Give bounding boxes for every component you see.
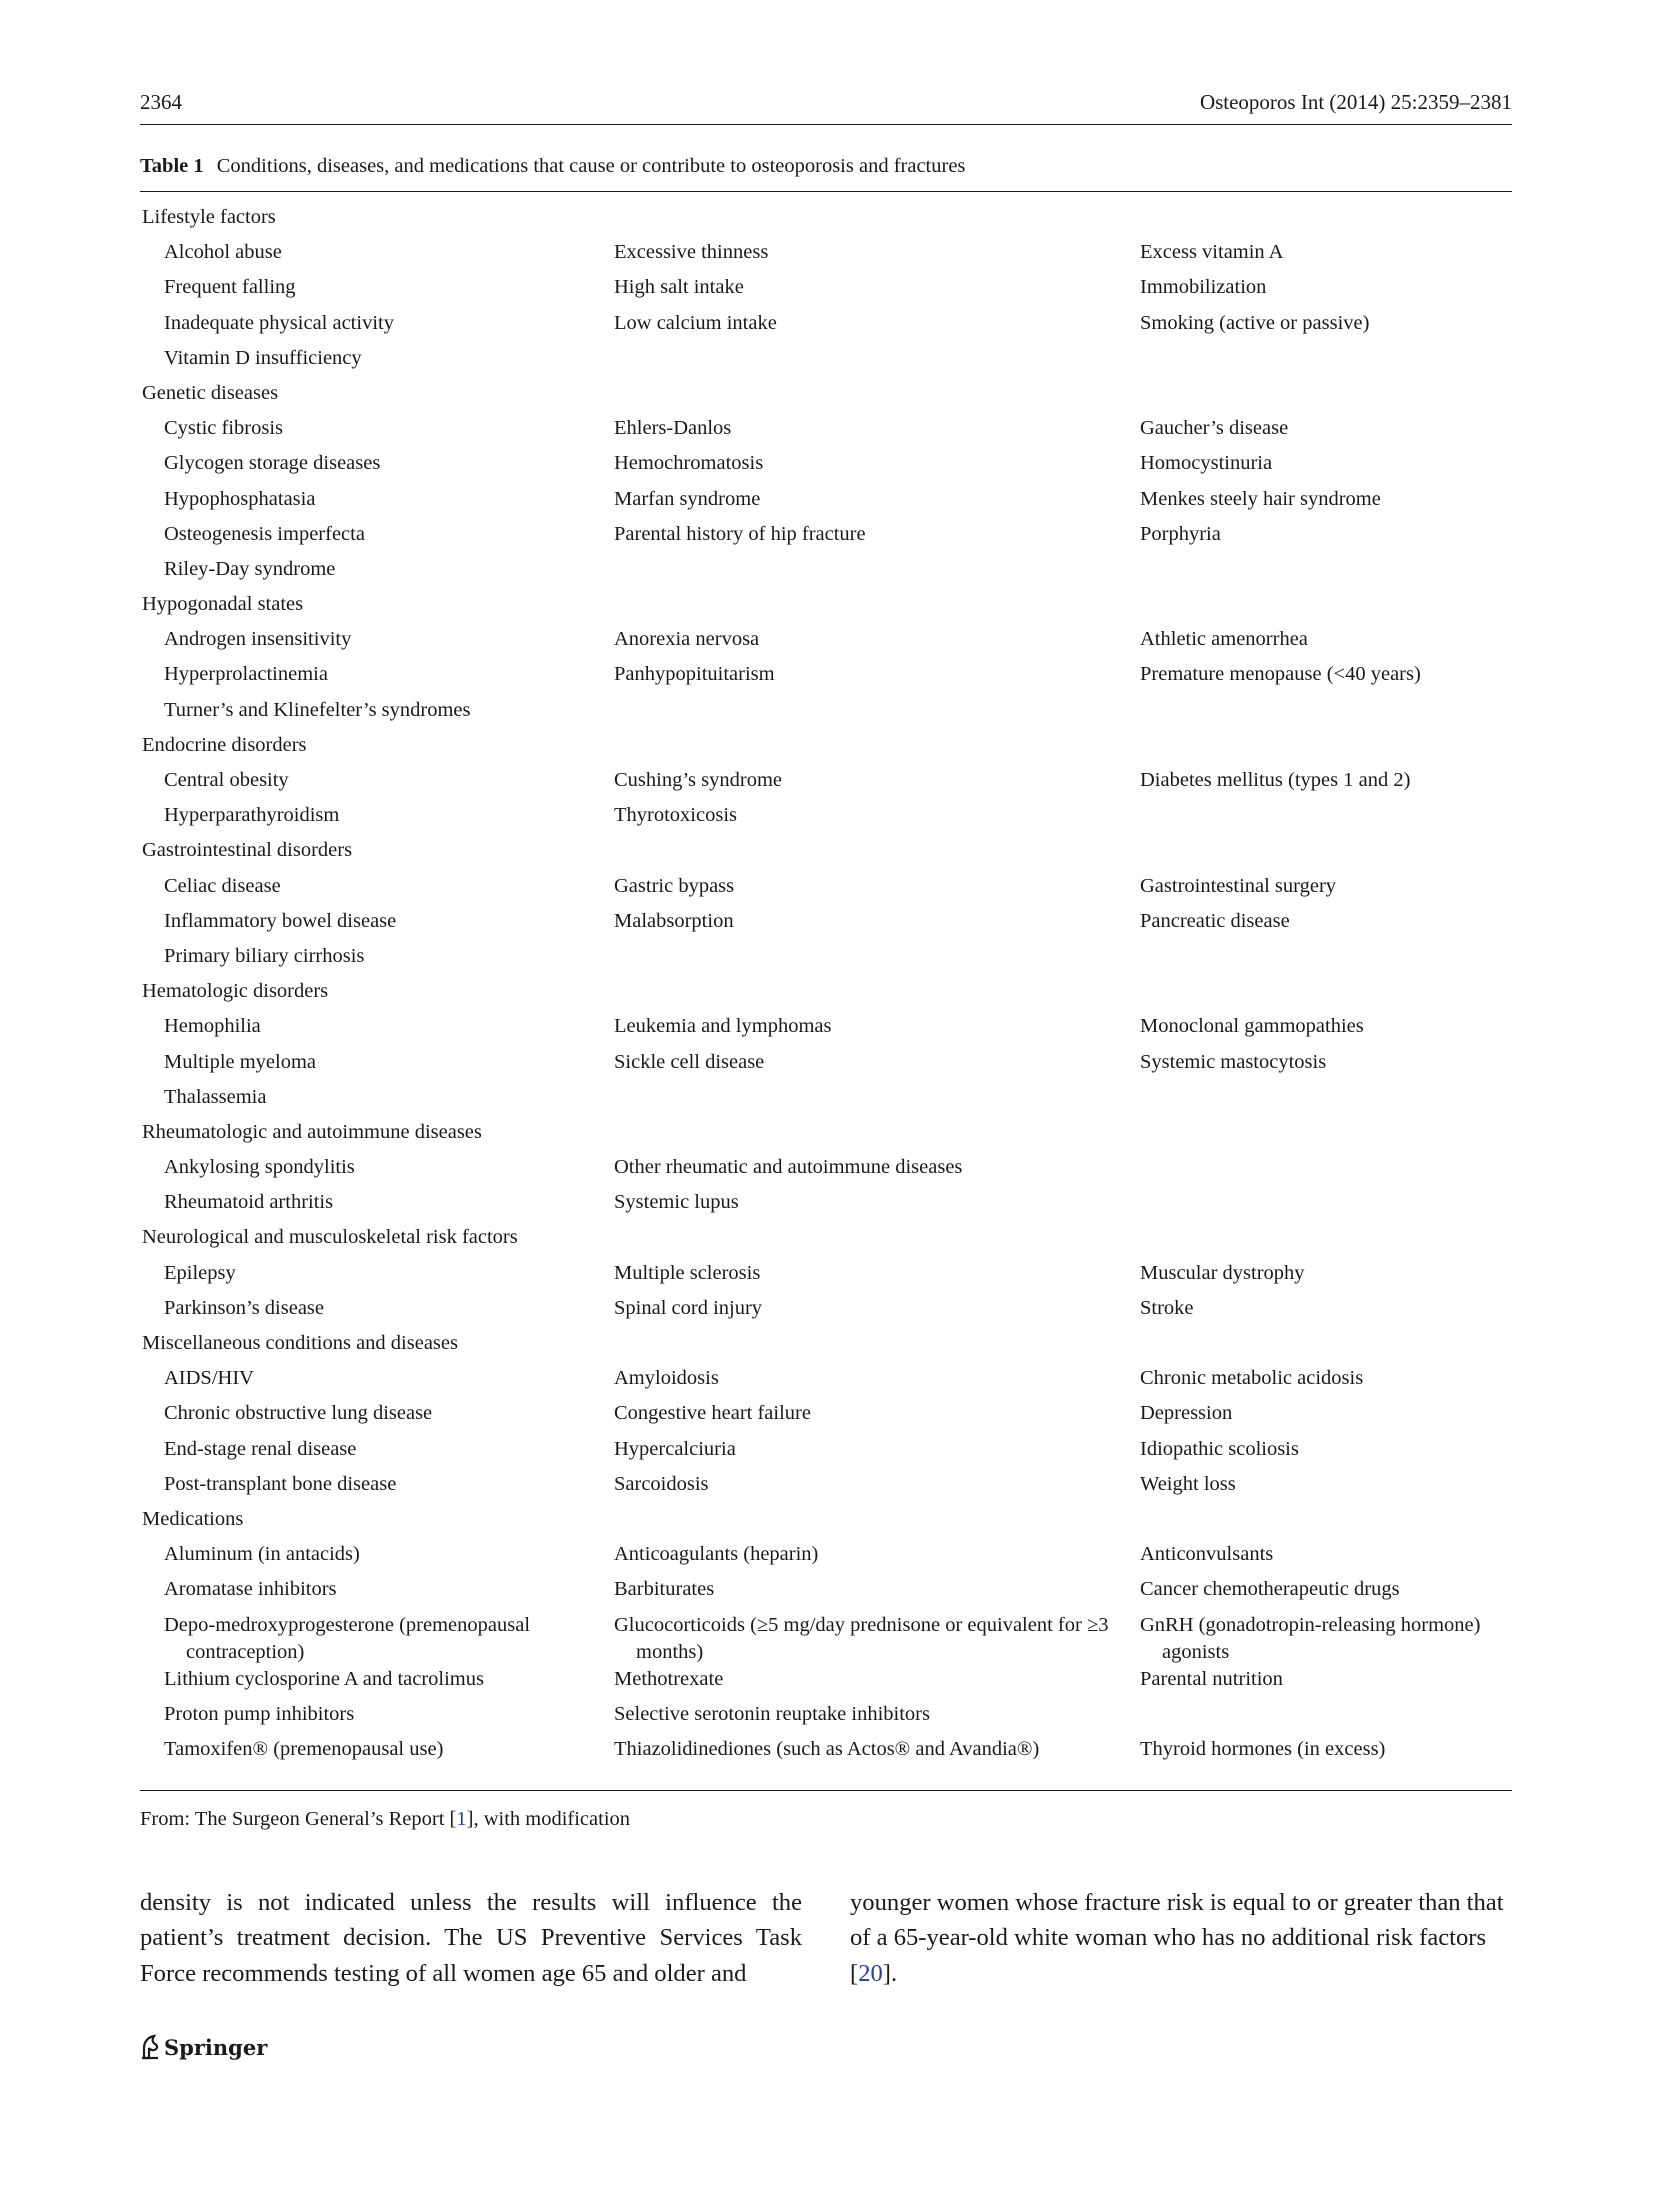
table-category-row (140, 978, 1512, 1013)
cell-text: Inflammatory bowel disease (164, 909, 397, 932)
table-row (140, 345, 1512, 380)
table-body (140, 204, 1512, 1771)
table-row (140, 1400, 1512, 1435)
cell-text: Gaucher’s disease (1140, 417, 1289, 440)
reference-link[interactable]: 1 (456, 1808, 467, 1830)
table-cell (1139, 1701, 1512, 1736)
cell-text: End-stage renal disease (164, 1437, 357, 1460)
source-text-suffix: ], with modification (466, 1808, 631, 1830)
cell-text: Parental nutrition (1140, 1667, 1283, 1690)
table-cell (140, 521, 612, 556)
cell-text: Thalassemia (164, 1085, 267, 1108)
table-cell (1139, 556, 1512, 591)
page-header (140, 90, 1512, 125)
table-row (140, 1612, 1512, 1666)
table-cell (140, 1013, 612, 1048)
table-row (140, 1541, 1512, 1576)
cell-text: Alcohol abuse (164, 241, 282, 264)
table-cell (1139, 1541, 1512, 1576)
table-cell (612, 1049, 1139, 1084)
cell-text: Parental history of hip fracture (614, 522, 866, 545)
cell-text: Porphyria (1140, 522, 1221, 545)
table-cell (140, 943, 612, 978)
table-cell (1139, 1471, 1512, 1506)
cell-text: Congestive heart failure (614, 1402, 811, 1425)
table-row (140, 626, 1512, 661)
table-cell (1139, 908, 1512, 943)
page-number: 2364 (140, 90, 182, 114)
table-cell (612, 415, 1139, 450)
body-text-right-prefix: younger women whose fracture risk is equal to or greater than that of a 65-year-old white woman who has no additional risk factors [ (850, 1889, 1504, 1987)
category-heading: Hematologic disorders (142, 980, 329, 1003)
table-row (140, 310, 1512, 345)
table-source-note (140, 1808, 630, 1831)
journal-citation: Osteoporos Int (2014) 25:2359–2381 (1199, 90, 1512, 114)
cell-text: Multiple sclerosis (614, 1261, 761, 1284)
table-cell (612, 1013, 1139, 1048)
cell-text: Hyperprolactinemia (164, 663, 328, 686)
table-cell (612, 802, 1139, 837)
cell-text: Ehlers-Danlos (614, 417, 732, 440)
category-heading: Genetic diseases (142, 381, 279, 404)
table-cell (1139, 521, 1512, 556)
cell-text: Systemic mastocytosis (1140, 1050, 1327, 1073)
table-cell (140, 802, 612, 837)
table-cell (140, 626, 612, 661)
table-row (140, 1154, 1512, 1189)
table-cell (140, 1189, 612, 1224)
cell-text: Inadequate physical activity (164, 311, 394, 334)
cell-text: GnRH (gonadotropin-releasing hormone) agonists (1140, 1613, 1481, 1663)
cell-text: Amyloidosis (614, 1367, 719, 1390)
reference-link[interactable]: 20 (858, 1959, 883, 1987)
table-row (140, 521, 1512, 556)
cell-text: Chronic metabolic acidosis (1140, 1367, 1364, 1390)
table-cell (1139, 1436, 1512, 1471)
table-category-row (140, 1224, 1512, 1259)
cell-text: Primary biliary cirrhosis (164, 944, 365, 967)
cell-text: Depo-medroxyprogesterone (premenopausal contraception) (164, 1613, 531, 1663)
table-cell (1139, 873, 1512, 908)
table-row (140, 697, 1512, 732)
table-cell (612, 697, 1139, 732)
cell-text: Pancreatic disease (1140, 909, 1290, 932)
table-cell (140, 1400, 612, 1435)
cell-text: Panhypopituitarism (614, 663, 775, 686)
table-row (140, 1084, 1512, 1119)
cell-text: Sarcoidosis (614, 1472, 709, 1495)
cell-text: Glycogen storage diseases (164, 452, 381, 475)
table-cell (140, 1471, 612, 1506)
cell-text: Malabsorption (614, 909, 734, 932)
cell-text: Athletic amenorrhea (1140, 628, 1308, 651)
springer-logo (140, 2030, 267, 2064)
table-cell (1139, 1612, 1512, 1666)
cell-text: Menkes steely hair syndrome (1140, 487, 1381, 510)
table-cell (1139, 450, 1512, 485)
table-cell (612, 1400, 1139, 1435)
cell-text: Glucocorticoids (≥5 mg/day prednisone or equivalent for ≥3 months) (614, 1613, 1109, 1663)
table-cell (140, 767, 612, 802)
table-cell (1139, 1154, 1512, 1189)
table-cell (140, 556, 612, 591)
springer-horse-icon (140, 2034, 160, 2060)
table-cell (612, 1736, 1139, 1771)
table-row (140, 767, 1512, 802)
table-cell (140, 1612, 612, 1666)
table-top-rule (140, 191, 1512, 192)
table-row (140, 415, 1512, 450)
cell-text: Ankylosing spondylitis (164, 1156, 355, 1179)
table-cell (612, 450, 1139, 485)
table-cell (1139, 274, 1512, 309)
cell-text: Cystic fibrosis (164, 417, 284, 440)
table-cell (612, 767, 1139, 802)
table-row (140, 1295, 1512, 1330)
table-cell (140, 486, 612, 521)
cell-text: Barbiturates (614, 1578, 715, 1601)
table-cell (612, 274, 1139, 309)
table-cell (612, 521, 1139, 556)
cell-text: Leukemia and lymphomas (614, 1015, 832, 1038)
table-cell (1139, 1576, 1512, 1611)
source-text-prefix: From: The Surgeon General’s Report [ (140, 1808, 457, 1830)
cell-text: AIDS/HIV (164, 1367, 254, 1390)
table-row (140, 450, 1512, 485)
table-row (140, 1013, 1512, 1048)
cell-text: Aluminum (in antacids) (164, 1543, 360, 1566)
table-cell (1139, 1400, 1512, 1435)
table-cell (1139, 1736, 1512, 1771)
table-cell (612, 1084, 1139, 1119)
table-cell (612, 873, 1139, 908)
cell-text: Diabetes mellitus (types 1 and 2) (1140, 769, 1411, 791)
cell-text: Methotrexate (614, 1667, 724, 1690)
category-heading: Endocrine disorders (142, 733, 307, 756)
cell-text: Anticoagulants (heparin) (614, 1543, 819, 1566)
table-cell (1139, 1666, 1512, 1701)
body-text-left-column: density is not indicated unless the results will influence the patient’s treatment decision. The US Preventive Services Task Force recommends testing of all women age 65 and older and (140, 1889, 802, 1987)
table-cell (612, 1471, 1139, 1506)
cell-text: Sickle cell disease (614, 1050, 765, 1073)
cell-text: Vitamin D insufficiency (164, 346, 362, 369)
cell-text: Marfan syndrome (614, 487, 761, 510)
category-heading: Medications (142, 1507, 244, 1530)
cell-text: Spinal cord injury (614, 1296, 763, 1319)
table-row (140, 1049, 1512, 1084)
cell-text: Chronic obstructive lung disease (164, 1402, 433, 1425)
cell-text: Central obesity (164, 769, 289, 791)
table-cell (140, 1295, 612, 1330)
table-cell (1139, 767, 1512, 802)
table-cell (1139, 802, 1512, 837)
cell-text: Immobilization (1140, 276, 1267, 299)
table-category-row (140, 591, 1512, 626)
cell-text: Frequent falling (164, 276, 296, 299)
cell-text: Weight loss (1140, 1472, 1236, 1495)
table-cell (612, 345, 1139, 380)
table-cell (612, 1365, 1139, 1400)
table-title: Conditions, diseases, and medications that cause or contribute to osteoporosis and fractures (216, 155, 966, 177)
cell-text: Lithium cyclosporine A and tacrolimus (164, 1667, 484, 1690)
table-row (140, 1189, 1512, 1224)
cell-text: Hypercalciuria (614, 1437, 736, 1460)
table-cell (612, 908, 1139, 943)
table-cell (140, 697, 612, 732)
cell-text: Gastrointestinal surgery (1140, 874, 1337, 897)
table-row (140, 1436, 1512, 1471)
cell-text: Multiple myeloma (164, 1050, 317, 1073)
category-heading: Miscellaneous conditions and diseases (142, 1332, 458, 1354)
table-cell (140, 1365, 612, 1400)
table-cell (612, 1541, 1139, 1576)
table-cell (612, 556, 1139, 591)
body-text-right-suffix: ]. (882, 1959, 898, 1987)
cell-text: Other rheumatic and autoimmune diseases (614, 1156, 963, 1179)
table-row (140, 1365, 1512, 1400)
table-cell (140, 908, 612, 943)
cell-text: Rheumatoid arthritis (164, 1191, 334, 1214)
table-cell (140, 1436, 612, 1471)
cell-text: Androgen insensitivity (164, 628, 352, 651)
cell-text: Osteogenesis imperfecta (164, 522, 365, 545)
table-category-row (140, 837, 1512, 872)
cell-text: Idiopathic scoliosis (1140, 1437, 1299, 1460)
table-category-row (140, 1330, 1512, 1365)
table-cell (1139, 1295, 1512, 1330)
table-row (140, 1471, 1512, 1506)
table-cell (1139, 486, 1512, 521)
table-cell (612, 310, 1139, 345)
table-cell (1139, 1084, 1512, 1119)
table-row (140, 1260, 1512, 1295)
publisher-name: Springer (164, 2034, 268, 2060)
table-caption (140, 155, 1512, 178)
table-cell (140, 1576, 612, 1611)
table-cell (612, 1612, 1139, 1666)
cell-text: Hemochromatosis (614, 452, 764, 475)
cell-text: Aromatase inhibitors (164, 1578, 337, 1601)
cell-text: Smoking (active or passive) (1140, 311, 1370, 334)
category-heading: Hypogonadal states (142, 593, 304, 616)
table-cell (612, 486, 1139, 521)
table-category-row (140, 1506, 1512, 1541)
cell-text: Tamoxifen® (premenopausal use) (164, 1737, 444, 1760)
cell-text: Selective serotonin reuptake inhibitors (614, 1702, 930, 1725)
table-cell (612, 239, 1139, 274)
table-cell (140, 415, 612, 450)
table-cell (1139, 310, 1512, 345)
conditions-table (140, 204, 1512, 1771)
table-cell (140, 1049, 612, 1084)
table-cell (612, 1666, 1139, 1701)
cell-text: Thyrotoxicosis (614, 804, 737, 827)
cell-text: Hypophosphatasia (164, 487, 316, 510)
category-heading: Rheumatologic and autoimmune diseases (142, 1120, 482, 1143)
cell-text: Monoclonal gammopathies (1140, 1015, 1364, 1038)
table-row (140, 661, 1512, 696)
cell-text: Systemic lupus (614, 1191, 739, 1214)
table-row (140, 239, 1512, 274)
table-cell (1139, 1365, 1512, 1400)
cell-text: Thyroid hormones (in excess) (1140, 1737, 1386, 1760)
cell-text: Anorexia nervosa (614, 628, 760, 651)
table-category-row (140, 380, 1512, 415)
table-row (140, 274, 1512, 309)
table-bottom-rule (140, 1790, 1512, 1791)
table-cell (1139, 697, 1512, 732)
table-row (140, 1736, 1512, 1771)
cell-text: Turner’s and Klinefelter’s syndromes (164, 698, 471, 721)
table-row (140, 943, 1512, 978)
table-cell (1139, 1260, 1512, 1295)
table-category-row (140, 204, 1512, 239)
table-cell (612, 1295, 1139, 1330)
table-cell (1139, 943, 1512, 978)
table-cell (612, 1436, 1139, 1471)
table-cell (612, 1189, 1139, 1224)
cell-text: Low calcium intake (614, 311, 777, 334)
table-row (140, 1666, 1512, 1701)
table-cell (612, 626, 1139, 661)
table-cell (1139, 239, 1512, 274)
table-cell (612, 1701, 1139, 1736)
table-cell (1139, 1013, 1512, 1048)
table-cell (140, 1541, 612, 1576)
cell-text: Proton pump inhibitors (164, 1702, 355, 1725)
cell-text: Excess vitamin A (1140, 241, 1284, 264)
table-cell (612, 1260, 1139, 1295)
table-cell (140, 1154, 612, 1189)
table-category-row (140, 1119, 1512, 1154)
cell-text: Muscular dystrophy (1140, 1261, 1305, 1284)
table-row (140, 873, 1512, 908)
table-cell (1139, 661, 1512, 696)
table-cell (140, 1736, 612, 1771)
cell-text: Depression (1140, 1402, 1233, 1425)
cell-text: Gastric bypass (614, 874, 735, 897)
cell-text: High salt intake (614, 276, 744, 299)
cell-text: Post-transplant bone disease (164, 1472, 397, 1495)
cell-text: Epilepsy (164, 1261, 236, 1284)
cell-text: Celiac disease (164, 874, 281, 897)
cell-text: Thiazolidinediones (such as Actos® and Avandia®) (614, 1737, 1040, 1760)
table-cell (612, 661, 1139, 696)
cell-text: Hemophilia (164, 1015, 261, 1038)
body-text-right-column (850, 1885, 1512, 1991)
cell-text: Premature menopause (<40 years) (1140, 663, 1421, 686)
table-cell (612, 943, 1139, 978)
table-category-row (140, 732, 1512, 767)
table-cell (612, 1154, 1139, 1189)
cell-text: Cushing’s syndrome (614, 769, 782, 791)
table-cell (140, 1084, 612, 1119)
table-cell (140, 873, 612, 908)
table-cell (140, 1701, 612, 1736)
table-cell (140, 661, 612, 696)
table-cell (1139, 626, 1512, 661)
category-heading: Neurological and musculoskeletal risk factors (142, 1226, 518, 1249)
table-cell (1139, 1189, 1512, 1224)
table-cell (1139, 1049, 1512, 1084)
table-cell (140, 450, 612, 485)
table-cell (612, 1576, 1139, 1611)
table-cell (140, 1666, 612, 1701)
table-cell (140, 239, 612, 274)
table-row (140, 1701, 1512, 1736)
cell-text: Cancer chemotherapeutic drugs (1140, 1578, 1400, 1601)
table-row (140, 556, 1512, 591)
table-cell (140, 310, 612, 345)
table-cell (140, 1260, 612, 1295)
table-row (140, 1576, 1512, 1611)
cell-text: Riley-Day syndrome (164, 557, 336, 580)
table-row (140, 802, 1512, 837)
cell-text: Anticonvulsants (1140, 1543, 1274, 1566)
category-heading: Lifestyle factors (142, 206, 276, 228)
table-cell (140, 274, 612, 309)
cell-text: Parkinson’s disease (164, 1296, 324, 1319)
table-row (140, 486, 1512, 521)
table-cell (140, 345, 612, 380)
table-cell (1139, 345, 1512, 380)
cell-text: Excessive thinness (614, 241, 769, 264)
cell-text: Homocystinuria (1140, 452, 1273, 475)
cell-text: Stroke (1140, 1296, 1194, 1319)
cell-text: Hyperparathyroidism (164, 804, 340, 827)
table-row (140, 908, 1512, 943)
table-label: Table 1 (140, 155, 204, 177)
category-heading: Gastrointestinal disorders (142, 839, 353, 862)
table-cell (1139, 415, 1512, 450)
